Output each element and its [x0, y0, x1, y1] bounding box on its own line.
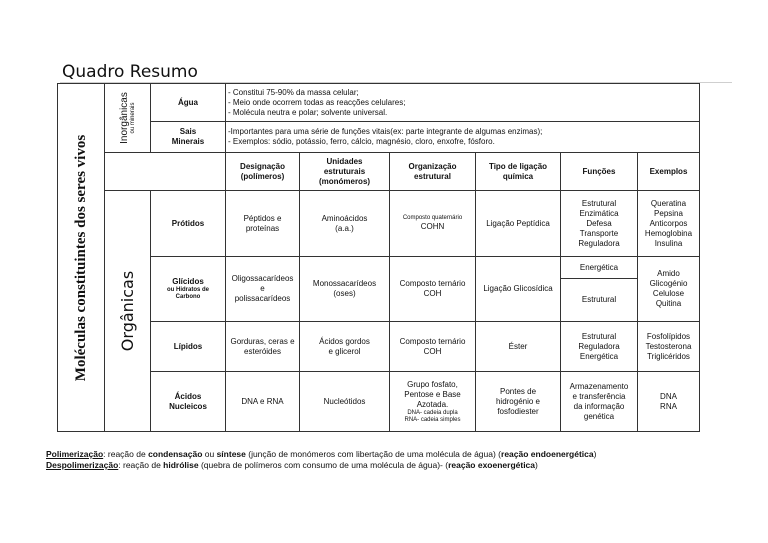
- protidos-organizacao: Composto quaternário COHN: [390, 191, 476, 257]
- acidos-organizacao: Grupo fosfato, Pentose e Base Azotada. DNA- cadeia dupla RNA- cadeia simples: [390, 372, 476, 432]
- header-unidades: Unidades estruturais (monómeros): [300, 153, 390, 191]
- header-empty: [105, 153, 226, 191]
- agua-description: - Constitui 75-90% da massa celular; - Meio onde ocorrem todas as reacções celulares; - Molécula neutra e polar; solvente universal.: [226, 84, 700, 122]
- organic-header-row: [58, 153, 700, 191]
- glicidos-unidades: Monossacarídeos (oses): [300, 257, 390, 322]
- protidos-name: Prótidos: [151, 191, 226, 257]
- protidos-designacao: Péptidos e proteínas: [226, 191, 300, 257]
- glicidos-exemplos: Amido Glicogénio Celulose Quitina: [638, 257, 700, 322]
- lipidos-ligacao: Éster: [476, 322, 561, 372]
- protidos-funcoes: Estrutural Enzimática Defesa Transporte Reguladora: [561, 191, 638, 257]
- page-title: Quadro Resumo: [62, 62, 198, 82]
- acidos-designacao: DNA e RNA: [226, 372, 300, 432]
- inorganic-label-cell: [105, 84, 151, 153]
- protidos-unidades: Aminoácidos (a.a.): [300, 191, 390, 257]
- header-exemplos: Exemplos: [638, 153, 700, 191]
- footer-polimerizacao: Polimerização: reação de condensação ou síntese (junção de monómeros com libertação de uma molécula de água) (reação endoenergética): [46, 449, 597, 459]
- lipidos-exemplos: Fosfolípidos Testosterona Triglicéridos: [638, 322, 700, 372]
- lipidos-row: [58, 322, 700, 372]
- lipidos-funcoes: Estrutural Reguladora Energética: [561, 322, 638, 372]
- header-funcoes: Funções: [561, 153, 638, 191]
- summary-table: [57, 83, 700, 432]
- side-label-cell: [58, 84, 105, 432]
- sais-description: -Importantes para uma série de funções vitais(ex: parte integrante de algumas enzimas); - Exemplos: sódio, potássio, ferro, cálcio, magnésio, cloro, enxofre, fósforo.: [226, 122, 700, 153]
- organic-label: Orgânicas: [117, 270, 137, 352]
- acidos-unidades: Nucleótidos: [300, 372, 390, 432]
- protidos-ligacao: Ligação Peptídica: [476, 191, 561, 257]
- side-label: Moléculas constituintes dos seres vivos: [73, 134, 89, 381]
- lipidos-organizacao: Composto ternário COH: [390, 322, 476, 372]
- acidos-name: Ácidos Nucleicos: [151, 372, 226, 432]
- header-organizacao: Organização estrutural: [390, 153, 476, 191]
- acidos-ligacao: Pontes de hidrogénio e fosfodiester: [476, 372, 561, 432]
- glicidos-name: Glícidos ou Hidratos de Carbono: [151, 257, 226, 322]
- header-tipo-ligacao: Tipo de ligação química: [476, 153, 561, 191]
- glicidos-row: [58, 257, 700, 279]
- sais-row: [58, 122, 700, 153]
- glicidos-designacao: Oligossacarídeos e polissacarídeos: [226, 257, 300, 322]
- agua-row: [58, 84, 700, 122]
- acidos-funcoes: Armazenamento e transferência da informação genética: [561, 372, 638, 432]
- sais-name: Sais Minerais: [151, 122, 226, 153]
- agua-name: Água: [151, 84, 226, 122]
- lipidos-designacao: Gorduras, ceras e esteróides: [226, 322, 300, 372]
- glicidos-ligacao: Ligação Glicosídica: [476, 257, 561, 322]
- organic-label-cell: [105, 191, 151, 432]
- footer-despolimerizacao: Despolimerização: reação de hidrólise (quebra de polímeros com consumo de uma molécula de água)- (reação exoenergética): [46, 460, 538, 470]
- glicidos-organizacao: Composto ternário COH: [390, 257, 476, 322]
- protidos-row: [58, 191, 700, 257]
- protidos-exemplos: Queratina Pepsina Anticorpos Hemoglobina Insulina: [638, 191, 700, 257]
- glicidos-funcao-energetica: Energética: [561, 257, 638, 279]
- header-designacao: Designação (polímeros): [226, 153, 300, 191]
- lipidos-unidades: Ácidos gordos e glicerol: [300, 322, 390, 372]
- acidos-row: [58, 372, 700, 432]
- lipidos-name: Lípidos: [151, 322, 226, 372]
- acidos-exemplos: DNA RNA: [638, 372, 700, 432]
- glicidos-funcao-estrutural: Estrutural: [561, 279, 638, 322]
- inorganic-label: Inorgânicas ou minerais: [118, 92, 136, 144]
